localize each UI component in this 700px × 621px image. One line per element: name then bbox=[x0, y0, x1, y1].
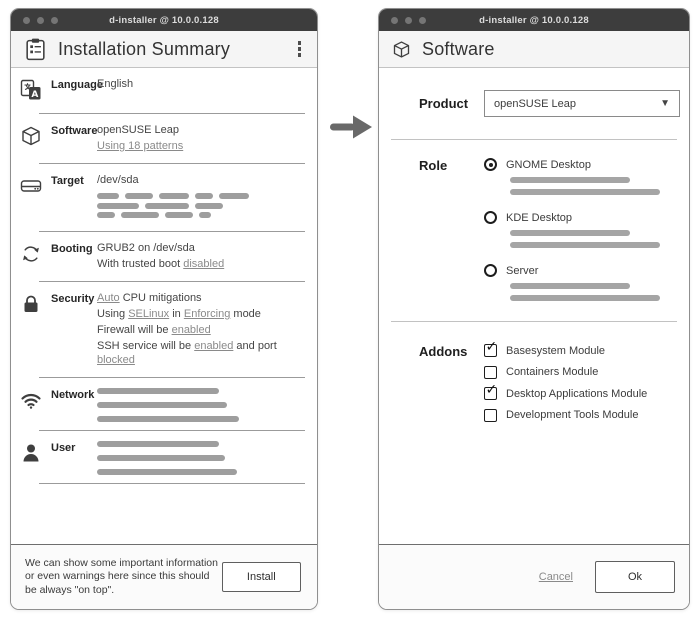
cancel-link[interactable]: Cancel bbox=[538, 571, 573, 583]
role-option-gnome bbox=[484, 158, 689, 195]
kebab-menu-icon[interactable] bbox=[294, 37, 306, 61]
checkbox-containers[interactable] bbox=[484, 366, 689, 379]
security-line2-mid: in bbox=[169, 308, 184, 320]
row-label: User bbox=[51, 442, 76, 454]
product-section bbox=[379, 68, 689, 139]
ssh-enabled-link[interactable]: enabled bbox=[194, 340, 234, 352]
radio-label: KDE Desktop bbox=[506, 211, 573, 224]
radio-server[interactable] bbox=[484, 264, 689, 277]
selinux-link[interactable]: SELinux bbox=[128, 308, 170, 320]
booting-value: GRUB2 on /dev/sda bbox=[97, 242, 195, 254]
page-header bbox=[11, 31, 317, 68]
software-value: openSUSE Leap bbox=[97, 124, 179, 136]
summary-row-language bbox=[11, 68, 317, 113]
summary-row-network bbox=[11, 378, 317, 430]
radio-button[interactable] bbox=[484, 264, 497, 277]
radio-button[interactable] bbox=[484, 211, 497, 224]
flow-arrow-icon bbox=[328, 113, 374, 141]
summary-row-booting bbox=[11, 232, 317, 281]
summary-row-security bbox=[11, 282, 317, 377]
role-skeleton-text bbox=[510, 283, 689, 301]
checkbox-desktop-applications[interactable] bbox=[484, 382, 689, 400]
addons-section bbox=[379, 322, 689, 430]
svg-text:A: A bbox=[31, 89, 39, 100]
checkbox[interactable]: ✓ bbox=[485, 382, 498, 398]
software-body bbox=[379, 68, 689, 544]
checkbox[interactable]: ✓ bbox=[485, 339, 498, 355]
security-line1: CPU mitigations bbox=[119, 292, 202, 304]
row-label: Booting bbox=[51, 243, 93, 255]
disk-icon bbox=[19, 174, 43, 198]
checkbox-label: Development Tools Module bbox=[506, 409, 639, 421]
software-footer bbox=[379, 544, 689, 609]
footer-message: We can show some important information or even warnings here since this should be always "on top". bbox=[25, 556, 218, 596]
package-icon bbox=[19, 124, 43, 148]
radio-label: GNOME Desktop bbox=[506, 158, 591, 171]
checkbox-label: Desktop Applications Module bbox=[506, 387, 648, 400]
security-line3: Firewall will be bbox=[97, 324, 172, 336]
checkbox-basesystem[interactable] bbox=[484, 339, 689, 357]
empty-area bbox=[379, 430, 689, 544]
summary-row-software bbox=[11, 114, 317, 163]
summary-row-target bbox=[11, 164, 317, 231]
chevron-down-icon: ▼ bbox=[660, 98, 670, 109]
product-label: Product bbox=[419, 96, 469, 111]
page-title: Installation Summary bbox=[58, 38, 231, 59]
role-skeleton-text bbox=[510, 177, 689, 195]
radio-kde[interactable] bbox=[484, 211, 689, 224]
package-icon bbox=[391, 39, 412, 60]
lock-icon bbox=[19, 292, 43, 316]
row-label: Security bbox=[51, 293, 95, 305]
ssh-port-link[interactable]: blocked bbox=[97, 354, 135, 366]
checkbox-development-tools[interactable] bbox=[484, 409, 689, 422]
security-line2-end: mode bbox=[230, 308, 261, 320]
product-dropdown[interactable] bbox=[484, 90, 680, 117]
role-option-server bbox=[484, 264, 689, 301]
refresh-icon bbox=[19, 242, 43, 266]
row-label: Language bbox=[51, 79, 103, 91]
install-button[interactable]: Install bbox=[222, 562, 301, 592]
cpu-mitigations-link[interactable]: Auto bbox=[97, 292, 120, 304]
network-skeleton-text bbox=[97, 387, 305, 422]
user-skeleton-text bbox=[97, 440, 305, 475]
titlebar-title: d-installer @ 10.0.0.128 bbox=[479, 14, 589, 26]
clipboard-icon bbox=[23, 37, 48, 62]
trusted-boot-link[interactable]: disabled bbox=[183, 258, 225, 270]
role-option-kde bbox=[484, 211, 689, 248]
wifi-icon bbox=[19, 388, 43, 412]
radio-gnome[interactable] bbox=[484, 158, 689, 171]
firewall-link[interactable]: enabled bbox=[171, 324, 211, 336]
titlebar bbox=[11, 9, 317, 31]
language-icon bbox=[19, 78, 43, 102]
role-section bbox=[379, 140, 689, 321]
empty-area bbox=[11, 484, 317, 544]
target-value: /dev/sda bbox=[97, 174, 139, 186]
titlebar bbox=[379, 9, 689, 31]
patterns-link[interactable]: Using 18 patterns bbox=[97, 140, 184, 152]
checkbox-label: Basesystem Module bbox=[506, 344, 606, 357]
user-icon bbox=[19, 441, 43, 465]
target-skeleton-text bbox=[97, 193, 305, 218]
row-label: Target bbox=[51, 175, 84, 187]
checkbox[interactable] bbox=[484, 366, 497, 379]
titlebar-title: d-installer @ 10.0.0.128 bbox=[109, 14, 219, 26]
radio-button[interactable] bbox=[484, 158, 497, 171]
summary-row-user bbox=[11, 431, 317, 483]
security-line4-mid: and port bbox=[233, 340, 277, 352]
checkbox-label: Containers Module bbox=[506, 366, 599, 378]
window-installation-summary bbox=[10, 8, 318, 610]
page-title: Software bbox=[422, 38, 495, 59]
summary-footer bbox=[11, 544, 317, 609]
ok-button[interactable]: Ok bbox=[595, 561, 675, 593]
language-value: English bbox=[97, 78, 134, 90]
checkbox[interactable] bbox=[484, 409, 497, 422]
row-label: Software bbox=[51, 125, 98, 137]
radio-label: Server bbox=[506, 264, 539, 277]
role-label: Role bbox=[419, 158, 448, 173]
enforcing-link[interactable]: Enforcing bbox=[183, 308, 231, 320]
product-dropdown-value: openSUSE Leap bbox=[494, 97, 576, 110]
security-line2: Using bbox=[97, 308, 129, 320]
page-header bbox=[379, 31, 689, 68]
addons-label: Addons bbox=[419, 344, 468, 359]
summary-body bbox=[11, 68, 317, 544]
window-software bbox=[378, 8, 690, 610]
row-label: Network bbox=[51, 389, 95, 401]
security-line4: SSH service will be bbox=[97, 340, 195, 352]
booting-line2: With trusted boot bbox=[97, 258, 184, 270]
role-skeleton-text bbox=[510, 230, 689, 248]
